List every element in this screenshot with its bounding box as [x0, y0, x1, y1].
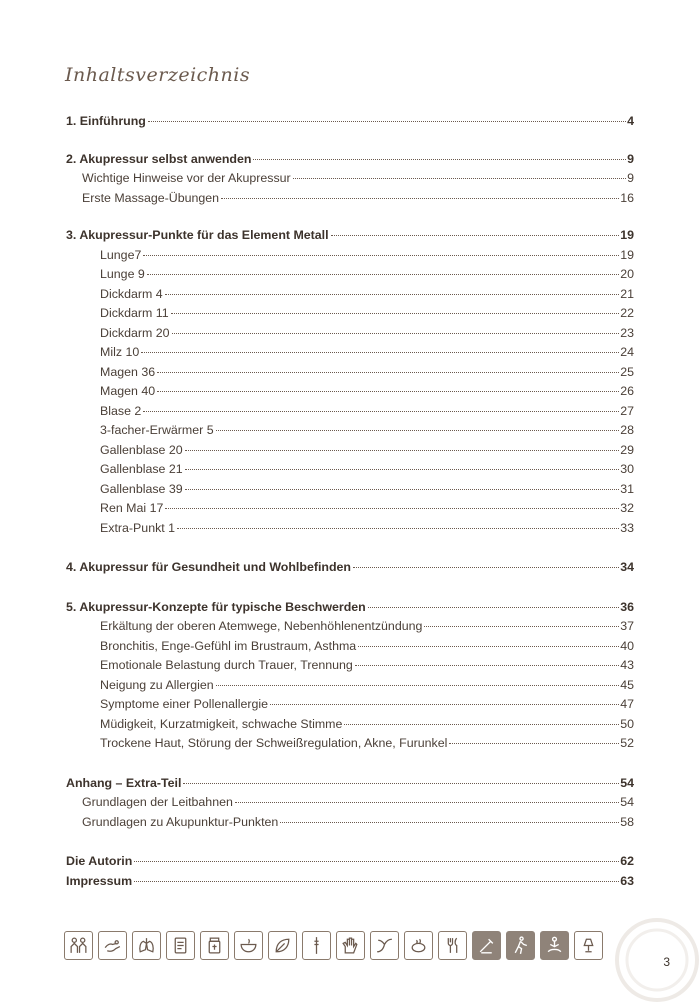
toc-entry-label: Impressum	[66, 873, 133, 888]
toc-entry-page: 33	[620, 520, 634, 535]
toc-leader-dots	[141, 352, 619, 353]
toc-subentry[interactable]	[66, 715, 634, 735]
toc-entry-label: Erste Massage-Übungen	[82, 190, 220, 205]
toc-entry-label: Magen 40	[100, 384, 156, 398]
toc-entry-page: 24	[620, 345, 634, 359]
toc-entry-label: Trockene Haut, Störung der Schweißregulation, Akne, Furunkel	[100, 736, 448, 750]
toc-entry-page: 52	[620, 736, 634, 750]
toc-leader-dots	[143, 411, 619, 412]
toc-leader-dots	[134, 861, 619, 862]
toc-entry-page: 26	[620, 384, 634, 398]
toc-entry-page: 54	[620, 795, 634, 809]
toc-leader-dots	[148, 121, 626, 122]
toc-leader-dots	[358, 646, 619, 647]
herbs-icon[interactable]	[370, 931, 399, 960]
toc-entry-page: 28	[620, 423, 634, 437]
toc-entry-page: 25	[620, 364, 634, 379]
acupuncture-needle-icon[interactable]	[302, 931, 331, 960]
toc-subentry[interactable]	[66, 460, 634, 480]
toc-entry-konzepte[interactable]	[66, 598, 634, 618]
toc-entry-label: Ren Mai 17	[100, 501, 164, 515]
toc-subentry[interactable]	[66, 285, 634, 305]
toc-leader-dots	[235, 802, 619, 803]
scroll-icon[interactable]	[166, 931, 195, 960]
toc-entry-autorin[interactable]	[66, 852, 634, 872]
toc-subentry[interactable]	[66, 402, 634, 422]
toc-entry-label: 1. Einführung	[66, 114, 146, 128]
toc-leader-dots	[293, 178, 626, 179]
toc-entry-label: Gallenblase 21	[100, 462, 183, 476]
bowl-icon[interactable]	[234, 931, 263, 960]
cutlery-icon[interactable]	[438, 931, 467, 960]
people-icon[interactable]	[64, 931, 93, 960]
toc-leader-dots	[216, 430, 620, 431]
toc-entry-label: 2. Akupressur selbst anwenden	[66, 151, 252, 166]
toc-entry-page: 31	[620, 481, 634, 496]
toc-subentry[interactable]	[66, 343, 634, 363]
toc-subentry[interactable]	[66, 324, 634, 344]
toc-leader-dots	[221, 198, 619, 199]
toc-leader-dots	[253, 159, 626, 160]
toc-subentry[interactable]	[66, 499, 634, 519]
toc-subentry[interactable]	[66, 676, 634, 696]
toc-entry-label: Bronchitis, Enge-Gefühl im Brustraum, Asthma	[100, 638, 357, 653]
acupressure-pen-icon[interactable]	[472, 931, 501, 960]
toc-entry-page: 23	[620, 325, 634, 340]
decorative-circle-icon	[612, 915, 700, 1005]
leaf-icon[interactable]	[268, 931, 297, 960]
toc-leader-dots	[270, 704, 619, 705]
toc-entry-impressum[interactable]	[66, 872, 634, 892]
lungs-icon[interactable]	[132, 931, 161, 960]
toc-entry-page: 58	[620, 814, 634, 829]
toc-leader-dots	[344, 724, 619, 725]
hand-icon[interactable]	[336, 931, 365, 960]
toc-entry-page: 22	[620, 306, 634, 320]
toc-entry-label: 3-facher-Erwärmer 5	[100, 423, 214, 437]
toc-subentry[interactable]	[66, 265, 634, 285]
toc-entry-page: 21	[620, 286, 634, 301]
toc-entry-page: 9	[627, 151, 634, 166]
toc-subentry[interactable]	[66, 421, 634, 441]
page-number: 3	[663, 955, 670, 969]
toc-subentry[interactable]	[66, 246, 634, 266]
toc-leader-dots	[353, 567, 619, 568]
toc-entry-label: Magen 36	[100, 364, 156, 379]
toc-subentry[interactable]	[66, 695, 634, 715]
toc-entry-page: 47	[620, 697, 634, 711]
toc-entry-gesundheit[interactable]	[66, 558, 634, 578]
toc-entry-page: 50	[620, 716, 634, 731]
toc-subentry[interactable]	[66, 734, 634, 754]
toc-leader-dots	[172, 333, 620, 334]
toc-entry-label: Grundlagen der Leitbahnen	[82, 795, 233, 809]
toc-entry-label: Milz 10	[100, 345, 140, 359]
toc-entry-label: Dickdarm 20	[100, 325, 170, 340]
toc-entry-label: Extra-Punkt 1	[100, 520, 176, 535]
toc-entry-page: 16	[620, 190, 634, 205]
toc-subentry[interactable]	[66, 304, 634, 324]
toc-entry-label: Gallenblase 39	[100, 481, 183, 496]
toc-subentry[interactable]	[66, 617, 634, 637]
chapter-icon-strip	[64, 931, 603, 960]
toc-entry-label: Neigung zu Allergien	[100, 677, 214, 692]
toc-entry-label: 4. Akupressur für Gesundheit und Wohlbefinden	[66, 560, 352, 574]
toc-entry-page: 45	[620, 677, 634, 692]
toc-entry-page: 4	[627, 114, 634, 128]
toc-entry-page: 40	[620, 638, 634, 653]
toc-leader-dots	[280, 822, 619, 823]
walking-icon[interactable]	[506, 931, 535, 960]
toc-entry-page: 29	[620, 442, 634, 457]
toc-entry-label: Dickdarm 4	[100, 286, 163, 301]
toc-entry-label: Die Autorin	[66, 854, 133, 868]
toc-entry-page: 19	[620, 228, 634, 242]
toc-entry-page: 37	[620, 619, 634, 633]
toc-leader-dots	[134, 881, 619, 882]
toc-leader-dots	[185, 489, 620, 490]
toc-entry-page: 32	[620, 501, 634, 515]
toc-entry-page: 27	[620, 403, 634, 418]
toc-leader-dots	[177, 528, 619, 529]
toc-subentry[interactable]	[66, 189, 634, 209]
table-of-contents	[66, 112, 634, 891]
toc-leader-dots	[143, 255, 619, 256]
toc-entry-page: 9	[627, 171, 634, 185]
toc-entry-page: 54	[620, 775, 634, 790]
hands-icon[interactable]	[98, 931, 127, 960]
toc-leader-dots	[165, 508, 619, 509]
toc-entry-label: 3. Akupressur-Punkte für das Element Metall	[66, 228, 329, 242]
toc-entry-page: 34	[620, 560, 634, 574]
toc-subentry[interactable]	[66, 519, 634, 539]
toc-entry-page: 63	[620, 873, 634, 888]
toc-leader-dots	[368, 607, 619, 608]
toc-entry-label: Erkältung der oberen Atemwege, Nebenhöhlenentzündung	[100, 619, 423, 633]
tea-cup-icon[interactable]	[404, 931, 433, 960]
toc-subentry[interactable]	[66, 813, 634, 833]
toc-entry-label: Symptome einer Pollenallergie	[100, 697, 269, 711]
toc-leader-dots	[185, 450, 620, 451]
toc-entry-label: Dickdarm 11	[100, 306, 169, 320]
toc-leader-dots	[216, 685, 620, 686]
toc-entry-label: Gallenblase 20	[100, 442, 183, 457]
toc-subentry[interactable]	[66, 441, 634, 461]
toc-subentry[interactable]	[66, 382, 634, 402]
toc-entry-einfuehrung[interactable]	[66, 112, 634, 132]
toc-entry-page: 36	[620, 599, 634, 614]
toc-entry-label: Emotionale Belastung durch Trauer, Trennung	[100, 658, 353, 672]
toc-leader-dots	[355, 665, 619, 666]
toc-entry-page: 19	[620, 247, 634, 262]
toc-subentry[interactable]	[66, 363, 634, 383]
toc-leader-dots	[331, 235, 620, 236]
toc-entry-element-metall[interactable]	[66, 226, 634, 246]
toc-leader-dots	[185, 469, 620, 470]
toc-entry-page: 62	[620, 854, 634, 868]
toc-subentry[interactable]	[66, 169, 634, 189]
toc-leader-dots	[157, 391, 619, 392]
jar-icon[interactable]	[200, 931, 229, 960]
toc-entry-page: 20	[620, 267, 634, 281]
toc-leader-dots	[165, 294, 620, 295]
toc-entry-anhang[interactable]	[66, 774, 634, 794]
toc-subentry[interactable]	[66, 793, 634, 813]
toc-subentry[interactable]	[66, 480, 634, 500]
meditation-icon[interactable]	[540, 931, 569, 960]
toc-entry-selbst-anwenden[interactable]	[66, 150, 634, 170]
toc-leader-dots	[449, 743, 619, 744]
toc-leader-dots	[171, 313, 620, 314]
toc-entry-label: Lunge 9	[100, 267, 145, 281]
toc-entry-label: Lunge7	[100, 247, 142, 262]
toc-entry-page: 30	[620, 462, 634, 476]
toc-entry-label: Wichtige Hinweise vor der Akupressur	[82, 171, 291, 185]
toc-entry-label: 5. Akupressur-Konzepte für typische Beschwerden	[66, 599, 366, 614]
toc-subentry[interactable]	[66, 637, 634, 657]
toc-leader-dots	[157, 372, 619, 373]
toc-entry-label: Müdigkeit, Kurzatmigkeit, schwache Stimme	[100, 716, 343, 731]
toc-leader-dots	[147, 274, 619, 275]
toc-entry-label: Grundlagen zu Akupunktur-Punkten	[82, 814, 279, 829]
lamp-icon[interactable]	[574, 931, 603, 960]
toc-entry-label: Blase 2	[100, 403, 142, 418]
toc-leader-dots	[183, 783, 619, 784]
toc-entry-label: Anhang – Extra-Teil	[66, 775, 182, 790]
toc-subentry[interactable]	[66, 656, 634, 676]
toc-entry-page: 43	[620, 658, 634, 672]
toc-title: Inhaltsverzeichnis	[65, 64, 251, 86]
toc-leader-dots	[424, 626, 619, 627]
